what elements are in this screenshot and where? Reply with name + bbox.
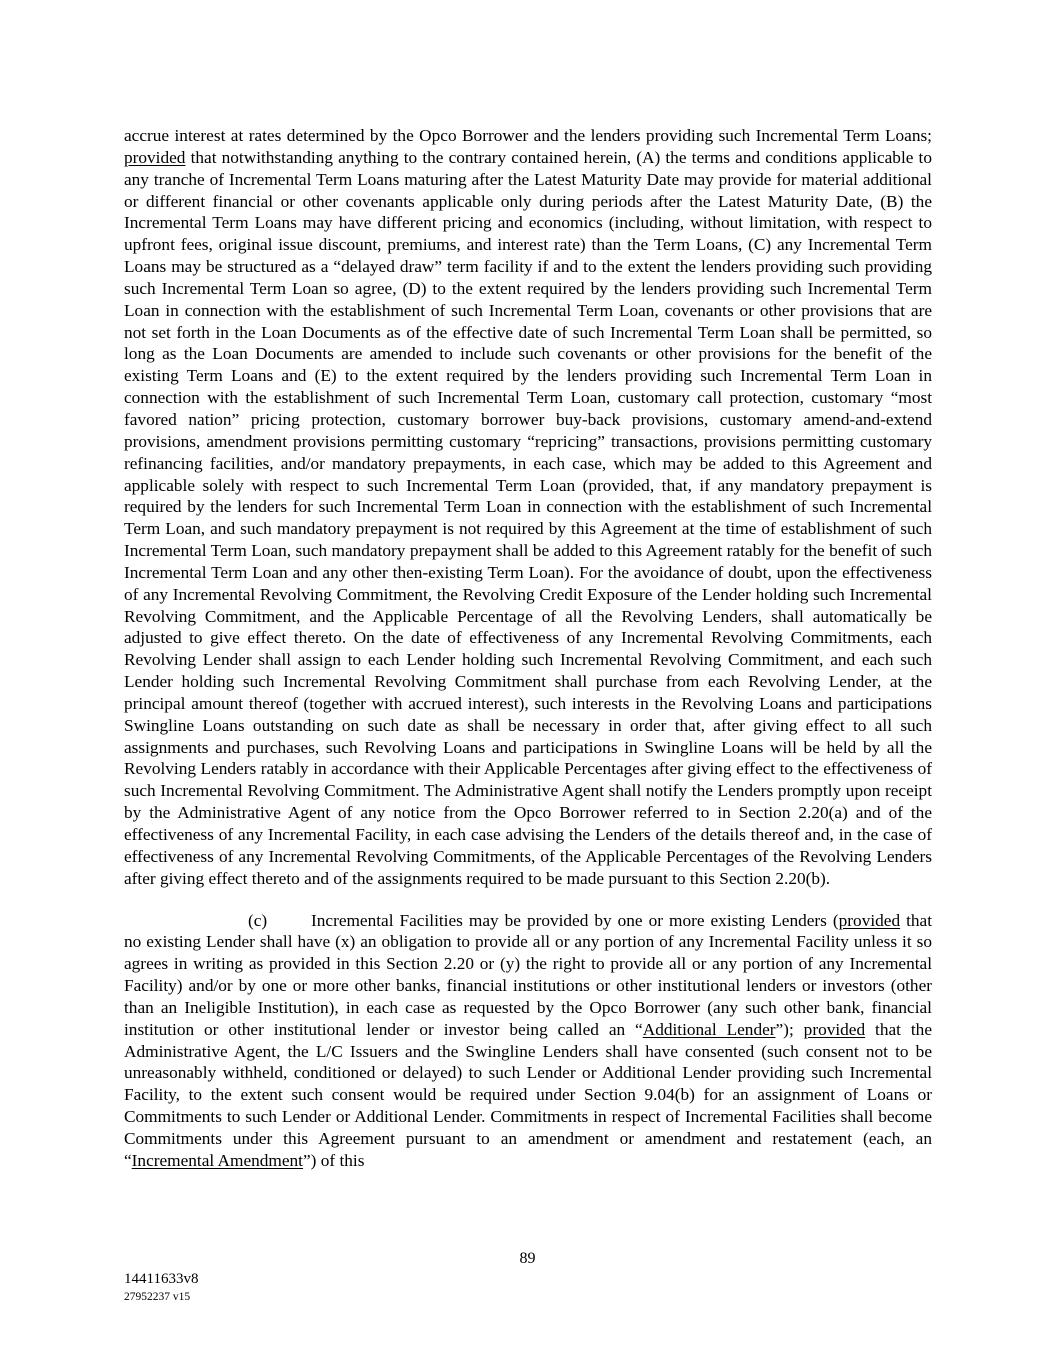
defined-term-incremental-amendment: Incremental Amendment — [131, 1150, 303, 1170]
paragraph-c-text-4: that the Administrative Agent, the L/C Issuers and the Swingline Lenders shall have consented (such consent not to be unreasonably withheld, conditioned or delayed) to such Lender or Additional Lender providing such Incremental Facility, to the extent such consent would be required under Section 9.04(b) for an assignment of Loans or Commitments to such Lender or Additional Lender. Commitments in respect of Incremental Facilities shall become Commitments under this Agreement pursuant to an amendment or amendment and restatement (each, an “ — [124, 1019, 932, 1170]
provided-term: provided — [803, 1019, 866, 1039]
paragraph-b-text-start: accrue interest at rates determined by the Opco Borrower and the lenders providing such Incremental Term Loans; — [124, 126, 932, 145]
provided-term: provided — [124, 147, 186, 167]
paragraph-c-text-2: that no existing Lender shall have (x) an obligation to provide all or any portion of any Incremental Facility unless it so agrees in writing as provided in this Section 2.20 or (y) the right to provide all or any portion of any Incremental Facility) and/or by one or more other banks, financial institutions or other institutional lenders or investors (other than an Ineligible Institution), in each case as requested by the Opco Borrower (any such other bank, financial institution or other institutional lender or investor being called an “ — [124, 910, 933, 1039]
document-id-secondary: 27952237 v15 — [124, 1291, 191, 1303]
page-number: 89 — [519, 1250, 536, 1267]
document-body — [124, 125, 932, 1172]
provided-term: provided — [838, 910, 901, 930]
paragraph-c-text-1: Incremental Facilities may be provided by one or more existing Lenders ( — [311, 910, 839, 930]
paragraph-c-label: (c) — [248, 910, 268, 930]
paragraph-c — [124, 910, 932, 1172]
defined-term-additional-lender: Additional Lender — [642, 1019, 776, 1039]
paragraph-b-text-rest: that notwithstanding anything to the contrary contained herein, (A) the terms and conditions applicable to any tranche of Incremental Term Loans maturing after the Latest Maturity Date may provide for material additional or different financial or other covenants applicable only during periods after the Latest Maturity Date, (B) the Incremental Term Loans may have different pricing and economics (including, without limitation, with respect to upfront fees, original issue discount, premiums, and interest rate) than the Term Loans, (C) any Incremental Term Loans may be structured as a “delayed draw” term facility if and to the extent the lenders providing such providing such Incremental Term Loan so agree, (D) to the extent required by the lenders providing such Incremental Term Loan in connection with the establishment of such Incremental Term Loan, covenants or other provisions that are not set forth in the Loan Documents as of the effective date of such Incremental Term Loan shall be permitted, so long as the Loan Documents are amended to include such covenants or other provisions for the benefit of the existing Term Loans and (E) to the extent required by the lenders providing such Incremental Term Loan in connection with the establishment of such Incremental Term Loan, customary call protection, customary “most favored nation” pricing protection, customary borrower buy-back provisions, customary amend-and-extend provisions, amendment provisions permitting customary “repricing” transactions, provisions permitting customary refinancing facilities, and/or mandatory prepayments, in each case, which may be added to this Agreement and applicable solely with respect to such Incremental Term Loan (provided, that, if any mandatory prepayment is required by the lenders for such Incremental Term Loan in connection with the establishment of such Incremental Term Loan, and such mandatory prepayment is not required by this Agreement at the time of establishment of such Incremental Term Loan, such mandatory prepayment shall be added to this Agreement ratably for the benefit of such Incremental Term Loan and any other then-existing Term Loan). For the avoidance of doubt, upon the effectiveness of any Incremental Revolving Commitment, the Revolving Credit Exposure of the Lender holding such Incremental Revolving Commitment, and the Applicable Percentage of all the Revolving Lenders, shall automatically be adjusted to give effect thereto. On the date of effectiveness of any Incremental Revolving Commitments, each Revolving Lender shall assign to each Lender holding such Incremental Revolving Commitment, and each such Lender holding such Incremental Revolving Commitment shall purchase from each Revolving Lender, at the principal amount thereof (together with accrued interest), such interests in the Revolving Loans and participations Swingline Loans outstanding on such date as shall be necessary in order that, after giving effect to all such assignments and purchases, such Revolving Loans and participations in Swingline Loans will be held by all the Revolving Lenders ratably in accordance with their Applicable Percentages after giving effect to the effectiveness of such Incremental Revolving Commitment. The Administrative Agent shall notify the Lenders promptly upon receipt by the Administrative Agent of any notice from the Opco Borrower referred to in Section 2.20(a) and of the effectiveness of any Incremental Facility, in each case advising the Lenders of the details thereof and, in the case of effectiveness of any Incremental Revolving Commitments, of the Applicable Percentages of the Revolving Lenders after giving effect thereto and of the assignments required to be made pursuant to this Section 2.20(b). — [124, 147, 932, 888]
paragraph-c-text-3: ”); — [775, 1019, 804, 1039]
document-id-primary: 14411633v8 — [124, 1271, 199, 1287]
paragraph-c-text-5: ”) of this — [302, 1150, 365, 1170]
paragraph-b-continuation — [124, 125, 932, 890]
